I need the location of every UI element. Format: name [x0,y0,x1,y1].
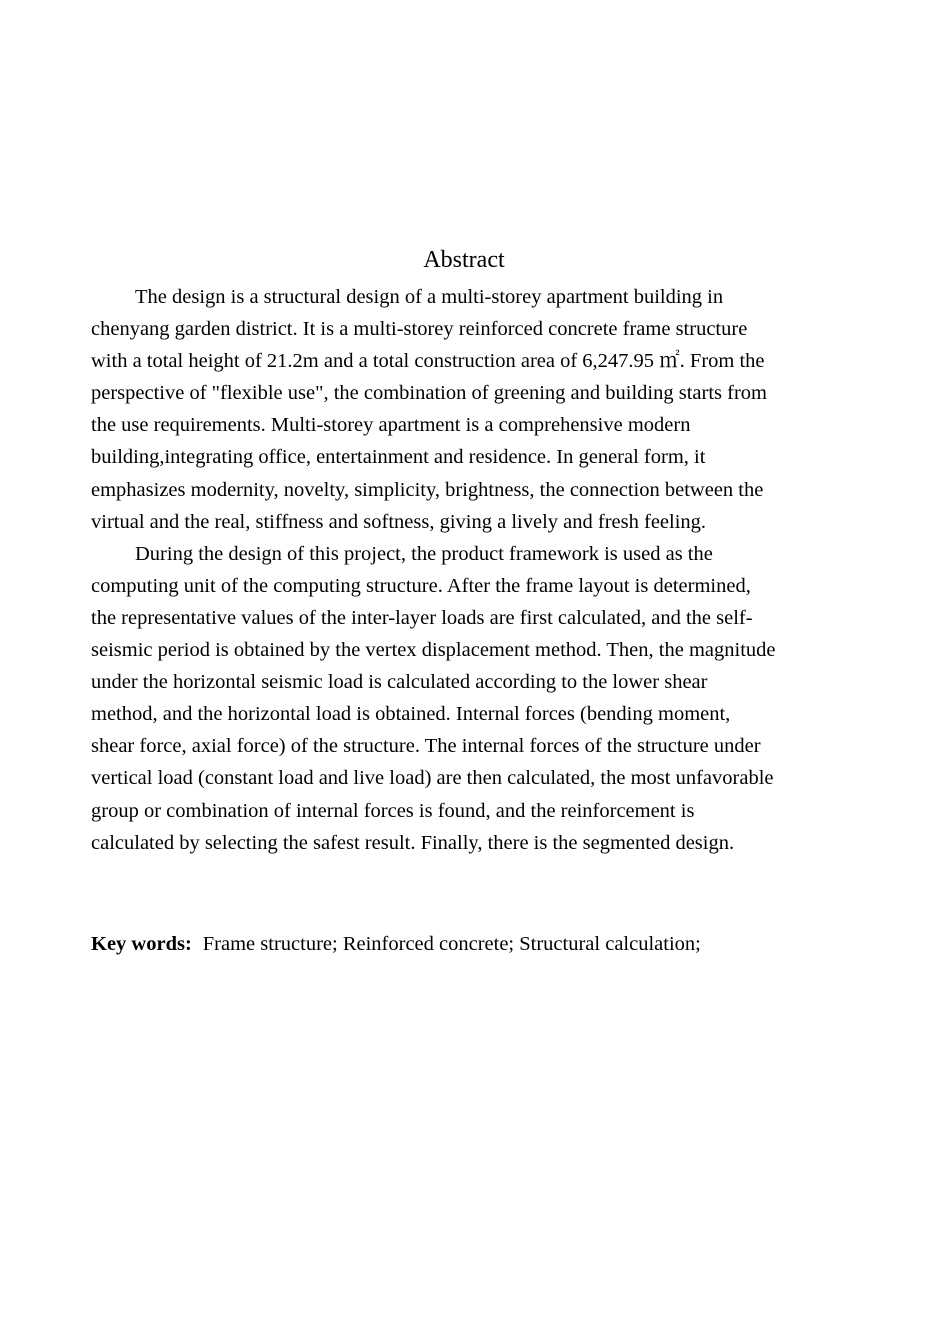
paragraph-line: perspective of "flexible use", the combination of greening and building starts from [91,382,767,405]
paragraph-line: the representative values of the inter-layer loads are first calculated, and the self- [91,606,753,629]
paragraph-line: emphasizes modernity, novelty, simplicity, brightness, the connection between the [91,478,764,501]
abstract-title: Abstract [423,247,505,273]
paragraph-line: under the horizontal seismic load is calculated according to the lower shear [91,671,708,694]
abstract-body [91,281,851,859]
paragraph-line: with a total height of 21.2m and a total construction area of 6,247.95 ㎡. From the [91,350,765,373]
keywords-line [91,929,701,959]
paragraph-line: The design is a structural design of a multi-storey apartment building in [135,286,724,308]
paragraph-line: virtual and the real, stiffness and softness, giving a lively and fresh feeling. [91,510,707,533]
paragraph-line: computing unit of the computing structure. After the frame layout is determined, [91,574,751,597]
paragraph-line: shear force, axial force) of the structure. The internal forces of the structure under [91,735,761,758]
paragraph-line: calculated by selecting the safest result. Finally, there is the segmented design. [91,831,735,854]
paragraph-line: During the design of this project, the product framework is used as the [135,542,713,565]
paragraph-line: group or combination of internal forces is found, and the reinforcement is [91,799,695,822]
paragraph-line: method, and the horizontal load is obtained. Internal forces (bending moment, [91,703,731,726]
keywords-text: Frame structure; Reinforced concrete; Structural calculation; [202,933,701,955]
abstract-paragraph-1 [91,281,851,538]
abstract-paragraph-2 [91,538,851,859]
paragraph-line: vertical load (constant load and live load) are then calculated, the most unfavorable [91,767,774,790]
paragraph-line: the use requirements. Multi-storey apartment is a comprehensive modern [91,414,691,437]
keywords-label: Key words: [91,933,192,955]
paragraph-line: chenyang garden district. It is a multi-storey reinforced concrete frame structure [91,318,748,341]
paragraph-line: building,integrating office, entertainment and residence. In general form, it [91,446,706,469]
paragraph-line: seismic period is obtained by the vertex displacement method. Then, the magnitude [91,639,776,662]
